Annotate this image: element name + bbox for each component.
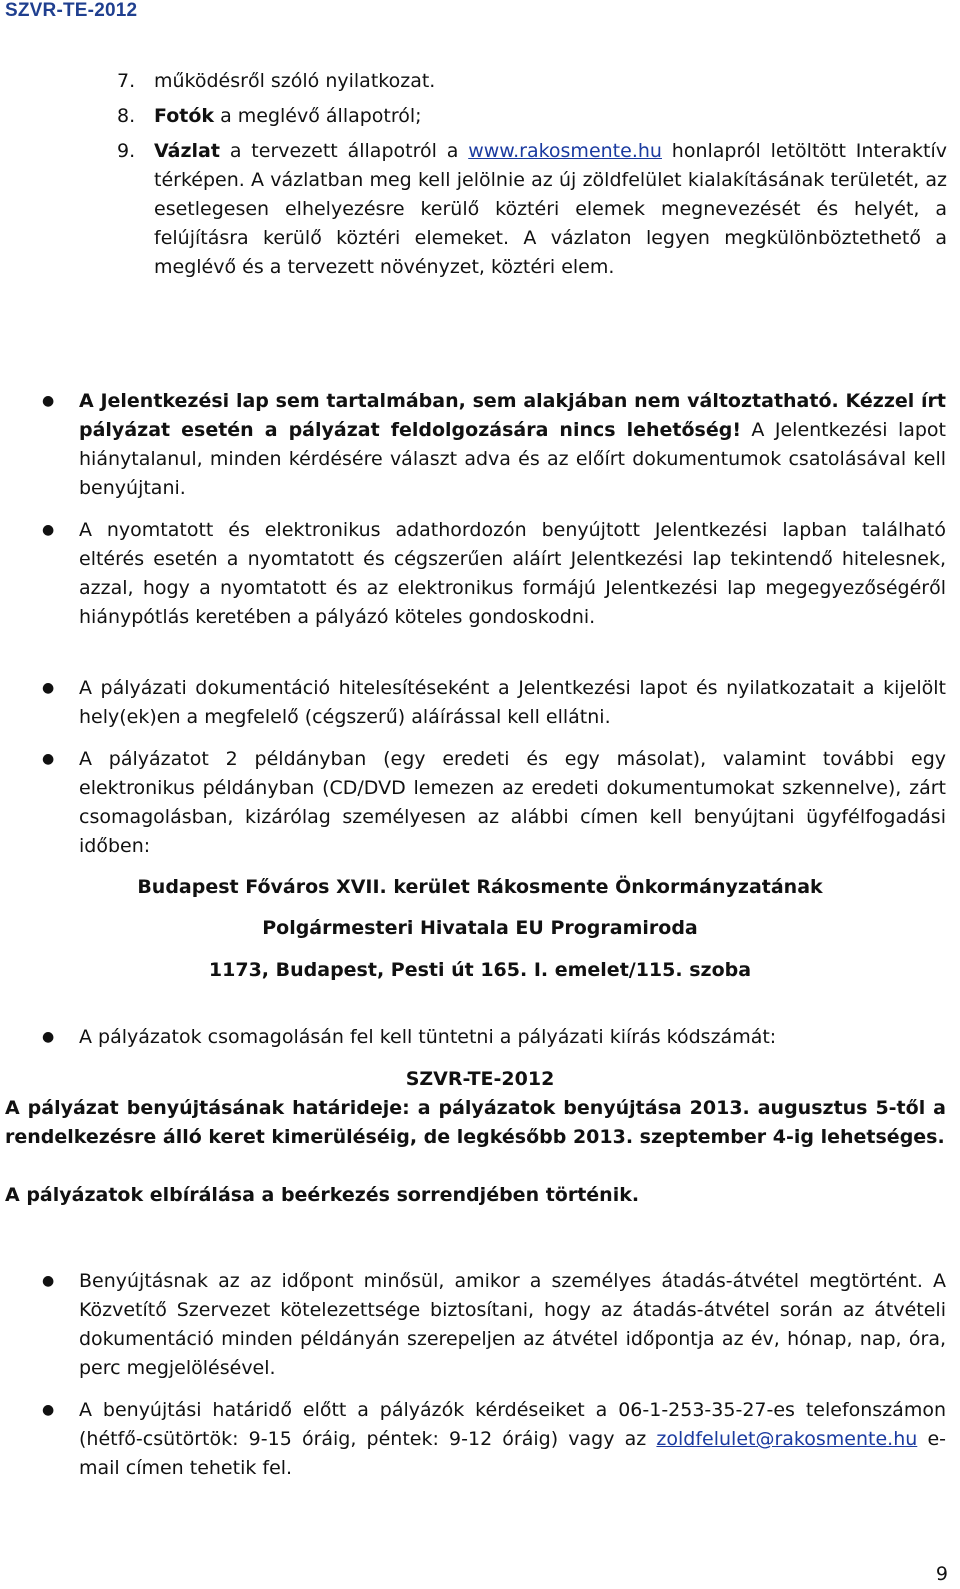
evaluation-paragraph: A pályázatok elbírálása a beérkezés sorrendjében történik. xyxy=(5,1184,640,1206)
bullet-icon: ● xyxy=(42,680,55,696)
document-code-header: SZVR-TE-2012 xyxy=(5,0,138,21)
list-number: 9. xyxy=(117,140,136,162)
address-line-3: 1173, Budapest, Pesti út 165. I. emelet/115. szoba xyxy=(208,959,752,981)
application-code: SZVR-TE-2012 xyxy=(405,1068,555,1090)
bullet-text: A pályázatok csomagolásán fel kell tüntetni a pályázati kiírás kódszámát: xyxy=(79,1026,777,1048)
list-item-8 xyxy=(117,102,947,131)
list-item-bold: Fotók xyxy=(154,105,215,127)
list-number: 8. xyxy=(117,105,136,127)
deadline-paragraph: A pályázat benyújtásának határideje: a pályázatok benyújtása 2013. augusztus 5-től a rendelkezésre álló keret kimerüléséig, de legkésőbb 2013. szeptember 4-ig lehetséges. xyxy=(5,1097,946,1148)
bullet-item-benyujtas xyxy=(42,1267,946,1383)
bullet-item-peldanyok xyxy=(42,745,946,861)
bullet-item-hitelesites xyxy=(42,674,946,732)
list-item-text: honlapról letöltött Interaktív térképen. A vázlatban meg kell jelölnie az új zöldfelület kialakításának területét, az esetlegesen elhelyezésre kerülő köztéri elemek megnevezését és helyét, a felújításra kerülő köztéri elemeket. A vázlaton legyen megkülönböztethető a meglévő és a tervezett növényzet, köztéri elem. xyxy=(154,140,947,278)
bullet-item-kodszam xyxy=(42,1023,946,1052)
bullet-text: Benyújtásnak az az időpont minősül, amikor a személyes átadás-átvétel megtörtént. A Közvetítő Szervezet kötelezettsége biztosítani, hogy az átadás-átvétel során az átvételi dokumentáció minden példányán szerepeljen az átvétel időpontja az év, hónap, nap, óra, perc megjelölésével. xyxy=(79,1270,946,1379)
bullet-bold-text: A Jelentkezési lap sem tartalmában, sem alakjában nem változtatható. Kézzel írt pályázat esetén a pályázat feldolgozására nincs lehetőség! xyxy=(79,390,946,441)
bullet-item-elteres xyxy=(42,516,946,632)
list-item-text: működésről szóló nyilatkozat. xyxy=(154,70,436,92)
numbered-list xyxy=(117,67,947,282)
bullet-text: A nyomtatott és elektronikus adathordozón benyújtott Jelentkezési lapban található eltérés esetén a nyomtatott és cégszerűen aláírt Jelentkezési lap tekintendő hitelesnek, azzal, hogy a nyomtatott és az elektronikus formájú Jelentkezési lap megegyezőségéről hiánypótlás keretében a pályázó köteles gondoskodni. xyxy=(79,519,946,628)
bullet-icon: ● xyxy=(42,1402,55,1418)
bullet-text: A Jelentkezési lapot hiánytalanul, minden kérdésére választ adva és az előírt dokumentumok csatolásával kell benyújtani. xyxy=(79,419,946,499)
page-number: 9 xyxy=(935,1563,948,1585)
list-item-bold: Vázlat xyxy=(154,140,220,162)
bullet-icon: ● xyxy=(42,1273,55,1289)
bullet-text: e-mail címen tehetik fel. xyxy=(79,1428,946,1479)
list-item-7 xyxy=(117,67,947,96)
bullet-icon: ● xyxy=(42,751,55,767)
list-item-text: a tervezett állapotról a xyxy=(219,140,469,162)
list-item-text: a meglévő állapotról; xyxy=(214,105,422,127)
bullet-text: A benyújtási határidő előtt a pályázók kérdéseiket a 06-1-253-35-27-es telefonszámon (hétfő-csütörtök: 9-15 óráig, péntek: 9-12 óráig) vagy az xyxy=(79,1399,946,1450)
list-item-9 xyxy=(117,137,947,282)
bullet-icon: ● xyxy=(42,1029,55,1045)
bullet-icon: ● xyxy=(42,522,55,538)
address-line-1: Budapest Főváros XVII. kerület Rákosmente Önkormányzatának xyxy=(137,876,823,898)
bullet-icon: ● xyxy=(42,393,55,409)
website-link[interactable]: www.rakosmente.hu xyxy=(468,140,662,162)
bullet-text: A pályázatot 2 példányban (egy eredeti és egy másolat), valamint további egy elektronikus példányban (CD/DVD lemezen az eredeti dokumentumokat szkennelve), zárt csomagolásban, kizárólag személyesen az alábbi címen kell benyújtani ügyfélfogadási időben: xyxy=(79,748,946,857)
bullet-item-kerdesek xyxy=(42,1396,946,1483)
address-line-2: Polgármesteri Hivatala EU Programiroda xyxy=(262,917,698,939)
list-number: 7. xyxy=(117,70,136,92)
bullet-item-jelentkezesi-lap xyxy=(42,387,946,503)
email-link[interactable]: zoldfelulet@rakosmente.hu xyxy=(656,1428,918,1450)
bullet-text: A pályázati dokumentáció hitelesítéseként a Jelentkezési lapot és nyilatkozatait a kijelölt hely(ek)en a megfelelő (cégszerű) aláírással kell ellátni. xyxy=(79,677,946,728)
